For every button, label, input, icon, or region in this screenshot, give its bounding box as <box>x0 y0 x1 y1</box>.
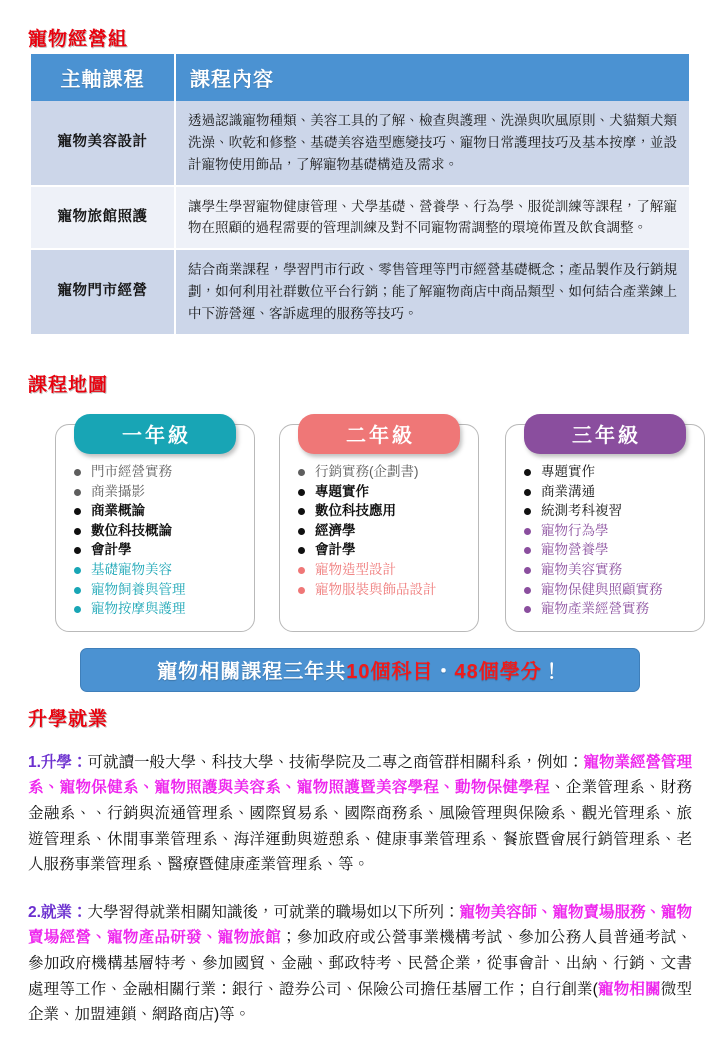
table-body <box>31 101 689 335</box>
table-row <box>31 249 689 335</box>
grade-pill-year3: 三年級 <box>524 414 686 454</box>
paragraph-text: 可就讀一般大學、科技大學、技術學院及二專之商管群相關科系，例如： <box>87 753 584 771</box>
table-header-subject: 主軸課程 <box>31 54 175 101</box>
course-list-year1 <box>55 462 255 619</box>
table-row <box>31 101 689 186</box>
course-content: 結合商業課程，學習門市行政、零售管理等門市經營基礎概念；產品製作及行銷規劃，如何利用社群數位平台行銷；能了解寵物商店中商品類型、如何結合產業鍊上中下游營運、客訴處理的服務等技巧。 <box>175 249 689 335</box>
list-item: 寵物造型設計 <box>295 560 473 580</box>
summary-subject-count: 10個科目 <box>346 661 434 683</box>
list-item: 寵物營養學 <box>521 540 699 560</box>
list-item: 商業攝影 <box>71 482 249 502</box>
grade-column-year1 <box>55 414 255 634</box>
list-item: 專題實作 <box>521 462 699 482</box>
course-subject: 寵物門市經營 <box>31 249 175 335</box>
summary-prefix: 寵物相關課程三年共 <box>157 661 347 683</box>
highlighted-majors: 寵物業經營管理系、寵物保健系、寵物照護與美容系、寵物照護暨美容學程、動物保健學程 <box>28 753 692 797</box>
course-subject: 寵物美容設計 <box>31 101 175 186</box>
list-item: 寵物飼養與管理 <box>71 580 249 600</box>
grade-pill-year1: 一年級 <box>74 414 236 454</box>
course-list-year2 <box>279 462 479 599</box>
summary-banner <box>80 648 640 692</box>
list-item: 基礎寵物美容 <box>71 560 249 580</box>
table-header-row <box>31 54 689 101</box>
course-content: 讓學生學習寵物健康管理、犬學基礎、營養學、行為學、服從訓練等課程，了解寵物在照顧的過程需要的管理訓練及對不同寵物需調整的環境佈置及飲食調整。 <box>175 186 689 250</box>
list-item: 專題實作 <box>295 482 473 502</box>
course-list-year3 <box>505 462 705 619</box>
list-item: 寵物保健與照顧實務 <box>521 580 699 600</box>
list-item: 統測考科複習 <box>521 501 699 521</box>
section-heading-career: 升學就業 <box>28 709 109 730</box>
list-item: 行銷實務(企劃書) <box>295 462 473 482</box>
highlighted-startup: 寵物相關 <box>597 980 661 998</box>
section-heading-group: 寵物經營組 <box>28 29 129 50</box>
career-paragraph-employment <box>28 900 692 1029</box>
table-header-content: 課程內容 <box>175 54 689 101</box>
paragraph-text: 大學習得就業相關知識後，可就業的職場如以下所列： <box>87 903 460 921</box>
list-item: 寵物服裝與飾品設計 <box>295 580 473 600</box>
paragraph-lead: 1.升學： <box>28 753 88 771</box>
list-item: 數位科技應用 <box>295 501 473 521</box>
list-item: 商業概論 <box>71 501 249 521</box>
summary-credit-count: 48個學分 <box>454 661 542 683</box>
list-item: 門市經營實務 <box>71 462 249 482</box>
paragraph-text: ；參加政府或公營事業機構考試、參加公務人員普通考試、參加政府機構基層特考、參加國貿、金融、郵政特考、民營企業，從事會計、出納、行銷、文書處理等工作、金融相關行業：銀行、證券公司、保險公司擔任基層工作；自行創業( <box>28 929 692 998</box>
list-item: 商業溝通 <box>521 482 699 502</box>
grade-column-year3 <box>505 414 705 634</box>
table-row <box>31 186 689 250</box>
list-item: 數位科技概論 <box>71 521 249 541</box>
paragraph-lead: 2.就業： <box>28 903 88 921</box>
list-item: 寵物按摩與護理 <box>71 599 249 619</box>
list-item: 寵物美容實務 <box>521 560 699 580</box>
list-item: 會計學 <box>71 540 249 560</box>
career-paragraph-further-study <box>28 750 692 879</box>
paragraph-text: 微型企業、加盟連鎖、網路商店)等。 <box>28 980 692 1024</box>
section-heading-course-map: 課程地圖 <box>28 375 109 396</box>
highlighted-jobs: 寵物美容師、寵物賣場服務、寵物賣場經營、寵物產品研發、寵物旅館 <box>28 903 692 947</box>
list-item: 經濟學 <box>295 521 473 541</box>
paragraph-text: 、企業管理系、財務金融系、、行銷與流通管理系、國際貿易系、國際商務系、風險管理與保險系、觀光管理系、旅遊管理系、休閒事業管理系、海洋運動與遊憩系、健康事業管理系、餐旅暨會展行銷管理系、老人服務事業管理系、醫療暨健康產業管理系、等。 <box>28 779 692 874</box>
list-item: 寵物行為學 <box>521 521 699 541</box>
course-content: 透過認識寵物種類、美容工具的了解、檢查與護理、洗澡與吹風原則、犬貓類犬類洗澡、吹乾和修整、基礎美容造型應變技巧、寵物日常護理技巧及基本按摩，並設計寵物使用飾品，了解寵物基礎構造及需求。 <box>175 101 689 186</box>
summary-suffix: ！ <box>541 661 563 683</box>
list-item: 寵物產業經營實務 <box>521 599 699 619</box>
core-course-table <box>31 54 689 336</box>
summary-separator: ・ <box>433 661 455 683</box>
course-map-area <box>31 398 689 638</box>
course-subject: 寵物旅館照護 <box>31 186 175 250</box>
list-item: 會計學 <box>295 540 473 560</box>
grade-column-year2 <box>279 414 479 634</box>
grade-pill-year2: 二年級 <box>298 414 460 454</box>
